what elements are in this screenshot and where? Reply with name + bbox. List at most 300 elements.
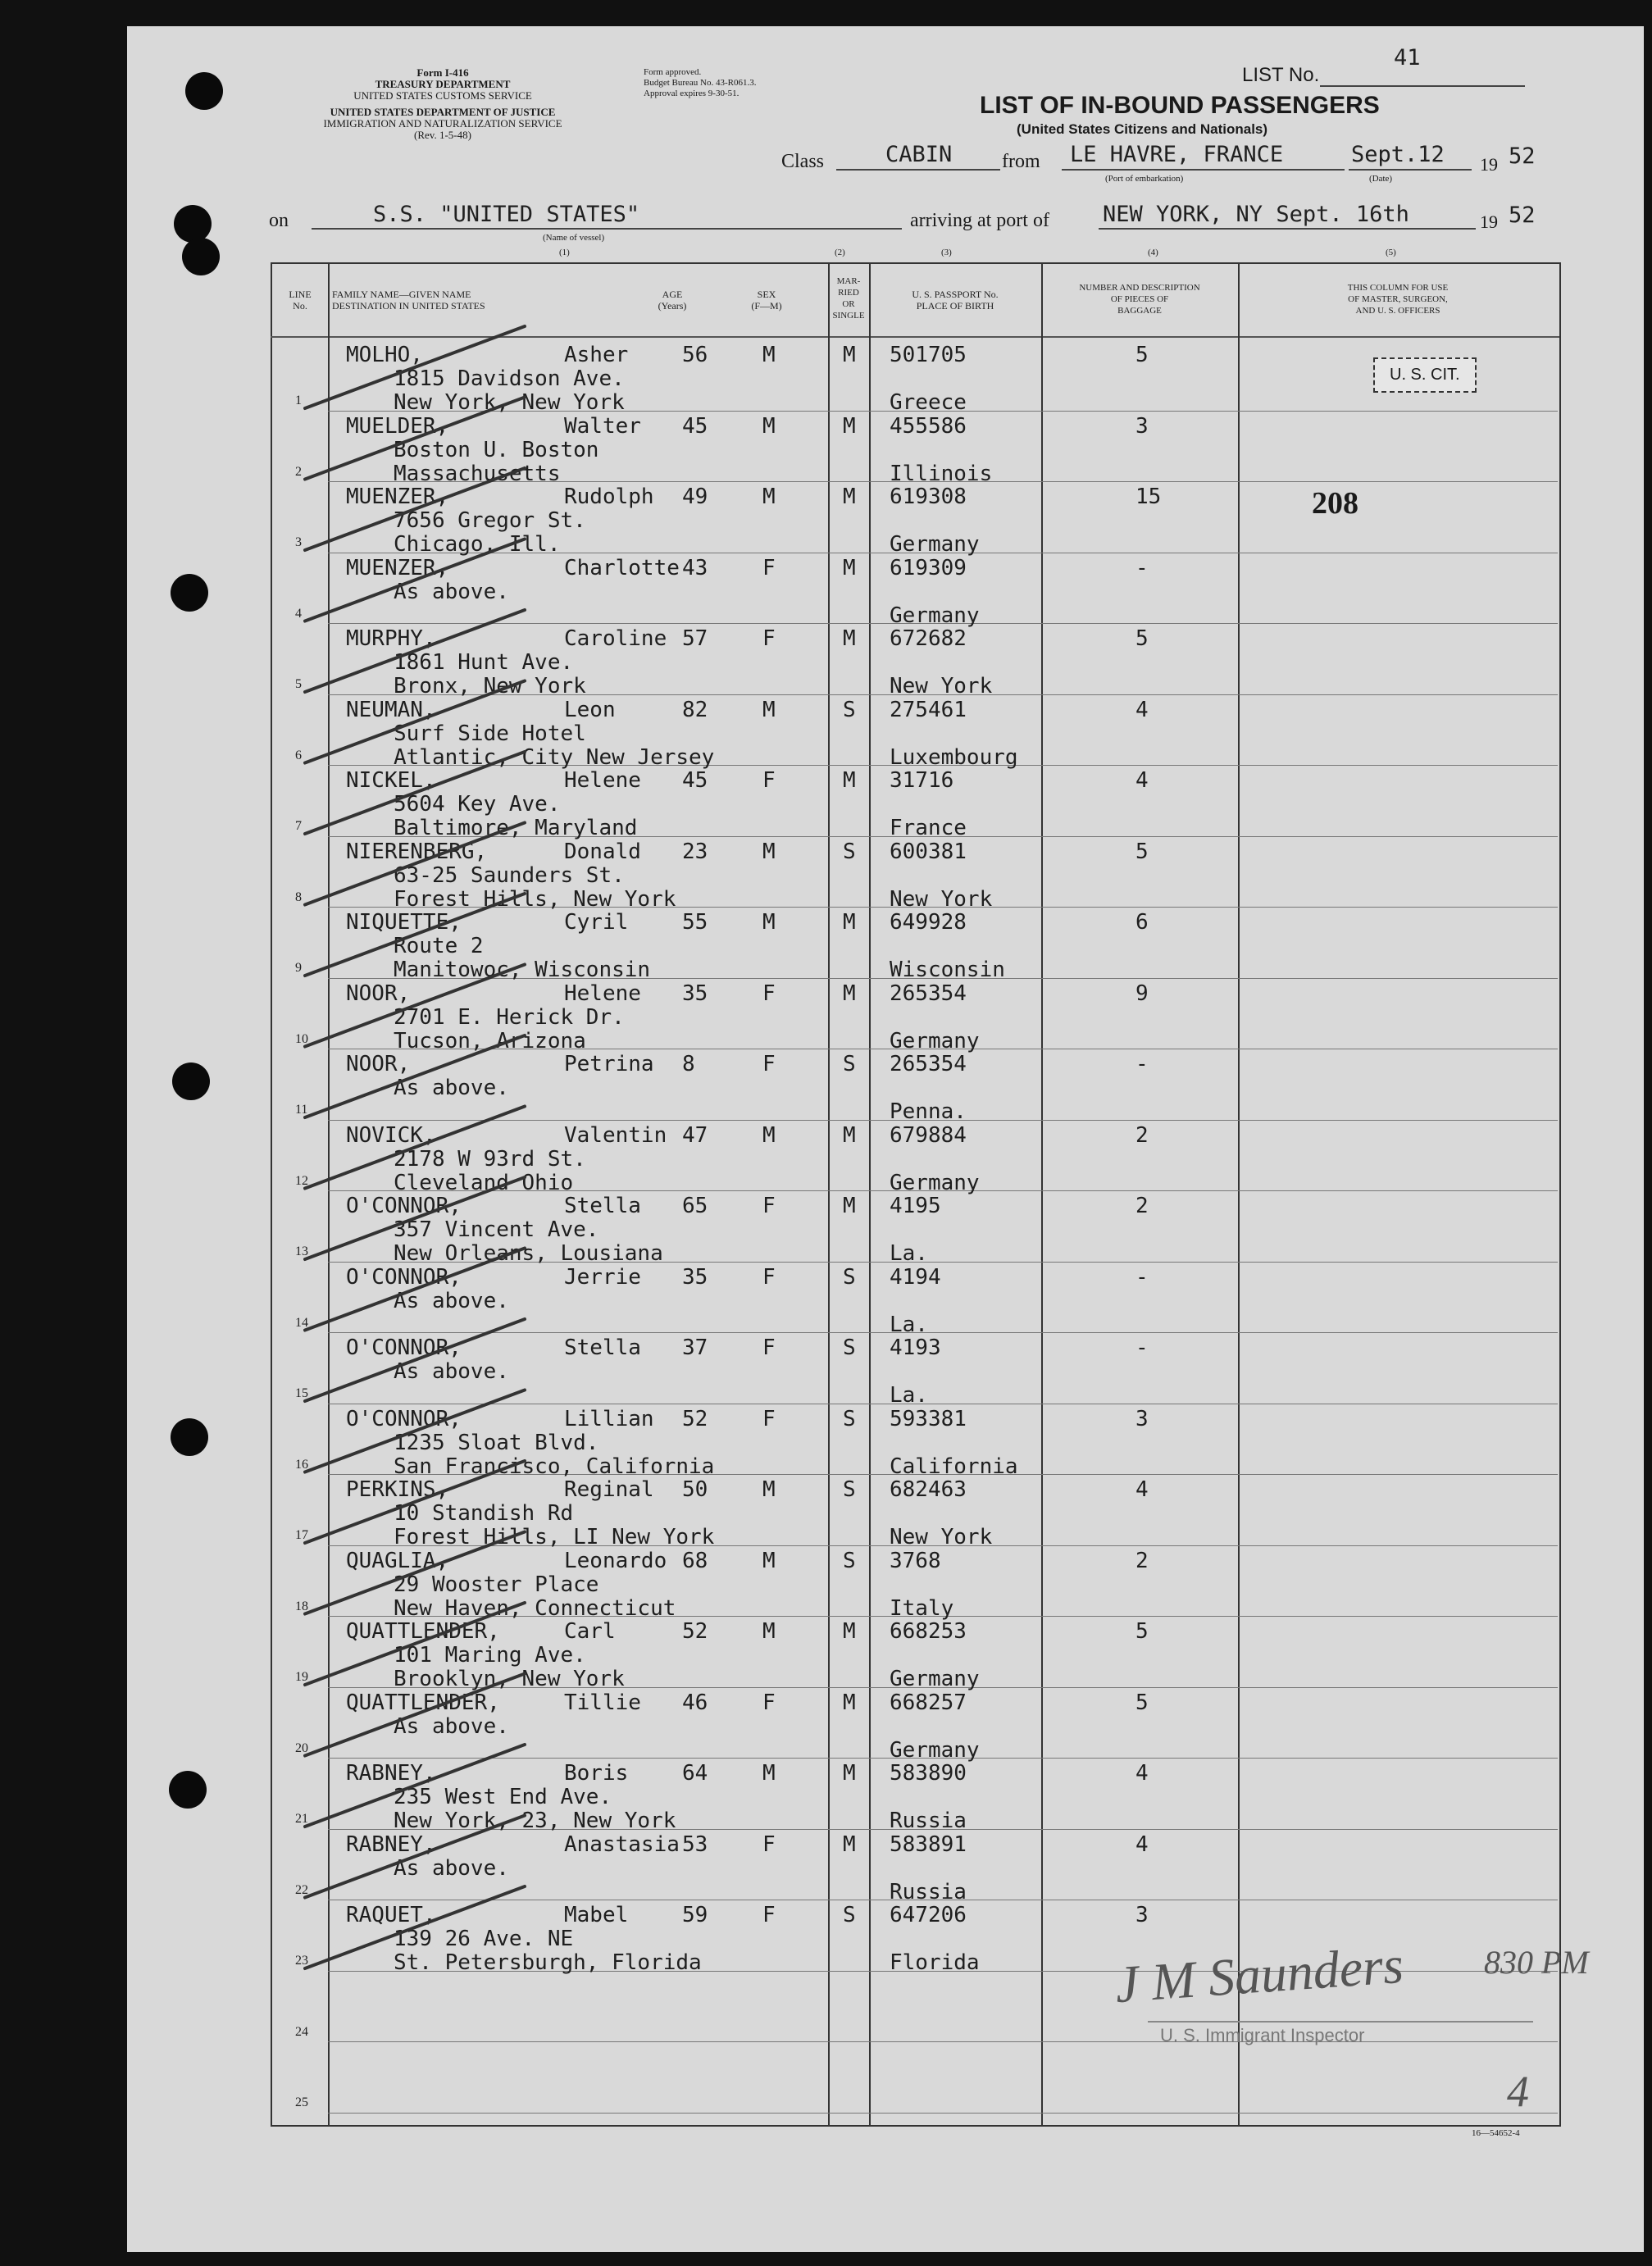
line-number: 14 xyxy=(295,1315,308,1330)
header-officers: THIS COLUMN FOR USE OF MASTER, SURGEON, AND U. S. OFFICERS xyxy=(1347,283,1449,316)
baggage-count: 5 xyxy=(1135,1619,1149,1644)
passport-number: 600381 xyxy=(890,839,967,864)
check-mark xyxy=(305,752,525,834)
port-caption: (Port of embarkation) xyxy=(1105,174,1184,184)
marital-status: S xyxy=(843,1052,856,1076)
marital-status: M xyxy=(843,1761,856,1786)
address-line-2: Manitowoc, Wisconsin xyxy=(394,958,651,982)
arrival-year-prefix: 19 xyxy=(1480,212,1498,232)
given-name: Helene xyxy=(564,981,641,1006)
sex: F xyxy=(762,1052,776,1076)
marital-status: M xyxy=(843,768,856,793)
marital-status: S xyxy=(843,839,856,864)
age: 52 xyxy=(682,1619,708,1644)
passport-number: 4195 xyxy=(890,1194,941,1218)
inspector-signature: J M Saunders xyxy=(1113,1935,1405,2014)
check-mark xyxy=(305,1886,525,1968)
passport-number: 4193 xyxy=(890,1335,941,1360)
baggage-count: 4 xyxy=(1135,697,1149,722)
check-mark xyxy=(305,1319,525,1401)
given-name: Valentin xyxy=(564,1122,667,1148)
place-of-birth: France xyxy=(890,816,967,840)
age: 43 xyxy=(682,555,708,580)
sex: M xyxy=(762,910,776,935)
check-mark xyxy=(305,965,525,1047)
passport-number: 672682 xyxy=(890,626,967,651)
address-line-2: Forest Hills, LI New York xyxy=(394,1525,715,1549)
address-line-2: Tucson, Arizona xyxy=(394,1028,586,1053)
line-number: 1 xyxy=(295,394,302,407)
baggage-count: 3 xyxy=(1135,1903,1149,1927)
given-name: Carl xyxy=(564,1619,616,1644)
sex: M xyxy=(762,839,776,864)
sex: M xyxy=(762,1761,776,1786)
line-number: 18 xyxy=(295,1599,308,1613)
family-name: RABNEY, xyxy=(346,1831,436,1857)
baggage-count: 9 xyxy=(1135,981,1149,1006)
age: 52 xyxy=(682,1406,708,1431)
baggage-count: - xyxy=(1135,555,1149,580)
sex: M xyxy=(762,1122,776,1148)
family-name: O'CONNOR, xyxy=(346,1406,462,1431)
check-mark xyxy=(305,1249,525,1331)
family-name: O'CONNOR, xyxy=(346,1335,462,1360)
address-line-1: Route 2 xyxy=(394,934,484,958)
vessel-name: S.S. "UNITED STATES" xyxy=(373,202,640,227)
marital-status: M xyxy=(843,555,856,580)
header-baggage: NUMBER AND DESCRIPTION OF PIECES OF BAGGAGE xyxy=(1079,283,1200,316)
approval-line: Approval expires 9-30-51. xyxy=(644,89,740,98)
date-year: 52 xyxy=(1509,143,1536,169)
place-of-birth: Wisconsin xyxy=(890,958,1005,982)
age: 23 xyxy=(682,839,708,864)
sex: F xyxy=(762,1264,776,1290)
place-of-birth: La. xyxy=(890,1241,928,1266)
family-name: NIQUETTE, xyxy=(346,910,462,935)
marital-status: M xyxy=(843,1122,856,1148)
address-line-1: 2178 W 93rd St. xyxy=(394,1146,586,1172)
passport-number: 3768 xyxy=(890,1548,941,1573)
date-caption: (Date) xyxy=(1369,174,1393,184)
family-name: NIERENBERG, xyxy=(346,839,488,864)
sex: F xyxy=(762,768,776,793)
check-mark xyxy=(305,610,525,692)
place-of-birth: New York xyxy=(890,1525,993,1549)
form-revision: (Rev. 1-5-48) xyxy=(414,129,471,141)
approval-line: Form approved. xyxy=(644,67,702,77)
address-line-1: 1861 Hunt Ave. xyxy=(394,650,574,675)
age: 68 xyxy=(682,1548,708,1573)
place-of-birth: Germany xyxy=(890,1667,980,1691)
marital-status: S xyxy=(843,697,856,722)
address-line-2: Bronx, New York xyxy=(394,674,586,698)
family-name: RABNEY, xyxy=(346,1761,436,1786)
check-mark xyxy=(305,468,525,550)
baggage-count: 5 xyxy=(1135,626,1149,651)
line-number: 3 xyxy=(295,535,302,549)
marital-status: M xyxy=(843,413,856,439)
address-line-1: 139 26 Ave. NE xyxy=(394,1927,574,1951)
inspector-title: U. S. Immigrant Inspector xyxy=(1160,2025,1365,2045)
baggage-count: 15 xyxy=(1135,485,1162,509)
address-line-1: 29 Wooster Place xyxy=(394,1572,599,1597)
place-of-birth: Florida xyxy=(890,1950,980,1975)
line-number: 15 xyxy=(295,1386,308,1400)
check-mark xyxy=(305,1035,525,1117)
line-number: 5 xyxy=(295,677,302,691)
passport-number: 583890 xyxy=(890,1761,967,1786)
age: 56 xyxy=(682,343,708,367)
family-name: O'CONNOR, xyxy=(346,1194,462,1218)
address-line-1: Surf Side Hotel xyxy=(394,721,586,746)
address-line-1: 2701 E. Herick Dr. xyxy=(394,1004,625,1030)
passport-number: 583891 xyxy=(890,1831,967,1857)
given-name: Rudolph xyxy=(564,485,654,509)
place-of-birth: La. xyxy=(890,1312,928,1337)
passport-number: 501705 xyxy=(890,343,967,367)
sex: M xyxy=(762,1548,776,1573)
address-line-1: Boston U. Boston xyxy=(394,437,599,462)
given-name: Cyril xyxy=(564,910,629,935)
baggage-count: 4 xyxy=(1135,1761,1149,1786)
family-name: MOLHO, xyxy=(346,343,423,367)
address-line-1: 5604 Key Ave. xyxy=(394,792,561,817)
header-sex: SEX (F—M) xyxy=(751,289,782,312)
check-mark xyxy=(305,1816,525,1898)
from-label: from xyxy=(1002,151,1040,172)
sex: F xyxy=(762,1903,776,1927)
officer-note-208: 208 xyxy=(1312,486,1358,521)
marital-status: S xyxy=(843,1264,856,1290)
bottom-mark: 4 xyxy=(1507,2067,1529,2116)
given-name: Mabel xyxy=(564,1903,629,1927)
baggage-count: 5 xyxy=(1135,343,1149,367)
passport-number: 265354 xyxy=(890,1052,967,1076)
age: 82 xyxy=(682,697,708,722)
address-line-2: St. Petersburgh, Florida xyxy=(394,1950,702,1975)
baggage-count: 2 xyxy=(1135,1122,1149,1148)
marital-status: M xyxy=(843,910,856,935)
line-number: 24 xyxy=(295,2024,308,2039)
passport-number: 593381 xyxy=(890,1406,967,1431)
baggage-count: 2 xyxy=(1135,1194,1149,1218)
family-name: RAQUET, xyxy=(346,1903,436,1927)
age: 57 xyxy=(682,626,708,651)
baggage-count: 4 xyxy=(1135,1477,1149,1502)
age: 35 xyxy=(682,981,708,1006)
address-line-2: Chicago, Ill. xyxy=(394,532,561,557)
baggage-count: 3 xyxy=(1135,413,1149,439)
line-number: 19 xyxy=(295,1670,308,1684)
given-name: Anastasia xyxy=(564,1831,680,1857)
baggage-count: 5 xyxy=(1135,839,1149,864)
given-name: Boris xyxy=(564,1761,629,1786)
address-line-1: 357 Vincent Ave. xyxy=(394,1217,599,1242)
sex: M xyxy=(762,485,776,509)
arrival-port: NEW YORK, NY Sept. 16th xyxy=(1103,202,1409,227)
given-name: Reginal xyxy=(564,1477,654,1502)
family-name: NOOR, xyxy=(346,1052,411,1076)
passport-number: 668257 xyxy=(890,1690,967,1715)
col-number: (2) xyxy=(835,248,845,257)
line-number: 17 xyxy=(295,1528,308,1542)
list-number: 41 xyxy=(1394,45,1421,71)
given-name: Helene xyxy=(564,768,641,793)
check-mark xyxy=(305,823,525,905)
family-name: NOVICK, xyxy=(346,1122,436,1148)
place-of-birth: Greece xyxy=(890,390,967,415)
marital-status: M xyxy=(843,626,856,651)
marital-status: S xyxy=(843,1406,856,1431)
col-number: (4) xyxy=(1148,248,1158,257)
place-of-birth: Germany xyxy=(890,1170,980,1195)
check-mark xyxy=(305,1674,525,1756)
date-year-prefix: 19 xyxy=(1480,154,1498,175)
check-mark xyxy=(305,1390,525,1472)
family-name: NOOR, xyxy=(346,981,411,1006)
line-number: 13 xyxy=(295,1244,308,1258)
place-of-birth: La. xyxy=(890,1383,928,1408)
line-number: 11 xyxy=(295,1103,308,1117)
check-mark xyxy=(305,539,525,621)
passport-number: 619308 xyxy=(890,485,967,509)
address-line-1: 1235 Sloat Blvd. xyxy=(394,1430,599,1455)
sex: M xyxy=(762,1619,776,1644)
family-name: NEUMAN, xyxy=(346,697,436,722)
embarkation-port: LE HAVRE, FRANCE xyxy=(1070,142,1284,167)
place-of-birth: New York xyxy=(890,674,993,698)
family-name: MURPHY, xyxy=(346,626,436,651)
line-number: 25 xyxy=(295,2095,308,2109)
age: 47 xyxy=(682,1122,708,1148)
approval-line: Budget Bureau No. 43-R061.3. xyxy=(644,78,757,88)
us-citizen-stamp: U. S. CIT. xyxy=(1373,357,1477,393)
check-mark xyxy=(305,1107,525,1189)
place-of-birth: Penna. xyxy=(890,1099,967,1124)
address-line-2: San Francisco, California xyxy=(394,1454,715,1479)
on-label: on xyxy=(269,210,289,231)
age: 53 xyxy=(682,1831,708,1857)
line-number: 21 xyxy=(295,1812,308,1826)
address-line-1: As above. xyxy=(394,1855,509,1881)
line-number: 4 xyxy=(295,606,302,621)
check-mark xyxy=(305,1532,525,1614)
passport-number: 265354 xyxy=(890,981,967,1006)
age: 8 xyxy=(682,1052,695,1076)
baggage-count: 4 xyxy=(1135,1831,1149,1857)
line-number: 12 xyxy=(295,1173,308,1188)
baggage-count: 3 xyxy=(1135,1406,1149,1431)
address-line-1: As above. xyxy=(394,1713,509,1739)
given-name: Jerrie xyxy=(564,1264,641,1290)
family-name: O'CONNOR, xyxy=(346,1264,462,1290)
given-name: Stella xyxy=(564,1194,641,1218)
family-name: QUATTLENDER, xyxy=(346,1690,500,1715)
arriving-label: arriving at port of xyxy=(910,210,1049,231)
place-of-birth: Germany xyxy=(890,1737,980,1763)
given-name: Leonardo xyxy=(564,1548,667,1573)
age: 35 xyxy=(682,1264,708,1290)
passport-number: 649928 xyxy=(890,910,967,935)
baggage-count: 4 xyxy=(1135,768,1149,793)
sex: M xyxy=(762,343,776,367)
marital-status: M xyxy=(843,1194,856,1218)
age: 45 xyxy=(682,413,708,439)
place-of-birth: Italy xyxy=(890,1595,954,1621)
check-mark xyxy=(305,326,525,408)
given-name: Asher xyxy=(564,343,629,367)
given-name: Stella xyxy=(564,1335,641,1360)
sex: F xyxy=(762,555,776,580)
place-of-birth: Germany xyxy=(890,1028,980,1053)
line-number: 6 xyxy=(295,748,302,762)
address-line-2: New York, New York xyxy=(394,390,625,415)
place-of-birth: Luxembourg xyxy=(890,744,1018,770)
check-mark xyxy=(305,1461,525,1543)
given-name: Walter xyxy=(564,413,641,439)
sex: M xyxy=(762,413,776,439)
header-age: AGE (Years) xyxy=(658,289,687,312)
check-mark xyxy=(305,894,525,976)
customs-service: UNITED STATES CUSTOMS SERVICE xyxy=(353,89,532,102)
address-line-1: As above. xyxy=(394,1359,509,1384)
marital-status: M xyxy=(843,343,856,367)
baggage-count: 5 xyxy=(1135,1690,1149,1715)
address-line-2: Forest Hills, New York xyxy=(394,886,676,912)
age: 46 xyxy=(682,1690,708,1715)
address-line-1: 63-25 Saunders St. xyxy=(394,862,625,888)
family-name: MUENZER, xyxy=(346,485,449,509)
sex: M xyxy=(762,697,776,722)
line-number: 10 xyxy=(295,1031,308,1046)
check-mark xyxy=(305,1745,525,1827)
header-married: MAR- RIED OR SINGLE xyxy=(832,276,865,321)
age: 55 xyxy=(682,910,708,935)
sex: F xyxy=(762,1335,776,1360)
arrival-year: 52 xyxy=(1509,202,1536,228)
line-number: 8 xyxy=(295,890,302,904)
class-value: CABIN xyxy=(885,142,953,167)
marital-status: S xyxy=(843,1335,856,1360)
time-note: 830 PM xyxy=(1484,1944,1589,1981)
sex: F xyxy=(762,1194,776,1218)
address-line-2: Massachusetts xyxy=(394,461,561,486)
col-number: (3) xyxy=(941,248,952,257)
line-number: 7 xyxy=(295,819,302,833)
given-name: Caroline xyxy=(564,626,667,651)
col-number: (5) xyxy=(1386,248,1396,257)
given-name: Petrina xyxy=(564,1052,654,1076)
address-line-1: As above. xyxy=(394,1076,509,1100)
place-of-birth: California xyxy=(890,1454,1018,1479)
passport-number: 4194 xyxy=(890,1264,941,1290)
place-of-birth: Germany xyxy=(890,532,980,557)
address-line-2: Atlantic, City New Jersey xyxy=(394,744,715,770)
passport-number: 31716 xyxy=(890,768,954,793)
given-name: Charlotte xyxy=(564,555,680,580)
family-name: MUENZER, xyxy=(346,555,449,580)
address-line-1: 235 West End Ave. xyxy=(394,1785,612,1809)
header-name: FAMILY NAME—GIVEN NAME DESTINATION IN UNITED STATES xyxy=(332,289,485,312)
header-passport: U. S. PASSPORT No. PLACE OF BIRTH xyxy=(912,289,999,312)
place-of-birth: New York xyxy=(890,886,993,912)
document-title: LIST OF IN-BOUND PASSENGERS xyxy=(980,92,1380,119)
baggage-count: 2 xyxy=(1135,1548,1149,1573)
passport-number: 455586 xyxy=(890,413,967,439)
given-name: Leon xyxy=(564,697,616,722)
place-of-birth: Russia xyxy=(890,1809,967,1833)
age: 50 xyxy=(682,1477,708,1502)
line-number: 16 xyxy=(295,1457,308,1472)
passport-number: 275461 xyxy=(890,697,967,722)
age: 65 xyxy=(682,1194,708,1218)
address-line-2: Cleveland Ohio xyxy=(394,1170,574,1195)
class-label: Class xyxy=(781,151,825,172)
line-number: 9 xyxy=(295,961,302,975)
document-subtitle: (United States Citizens and Nationals) xyxy=(1017,121,1268,137)
sex: M xyxy=(762,1477,776,1502)
sex: F xyxy=(762,981,776,1006)
col-number: (1) xyxy=(559,248,570,257)
passport-number: 682463 xyxy=(890,1477,967,1502)
marital-status: M xyxy=(843,1690,856,1715)
given-name: Lillian xyxy=(564,1406,654,1431)
address-line-1: 10 Standish Rd xyxy=(394,1501,574,1526)
baggage-count: - xyxy=(1135,1052,1149,1076)
marital-status: M xyxy=(843,981,856,1006)
check-mark xyxy=(305,398,525,480)
place-of-birth: Germany xyxy=(890,603,980,628)
vessel-caption: (Name of vessel) xyxy=(543,233,605,243)
marital-status: M xyxy=(843,1831,856,1857)
sex: F xyxy=(762,1690,776,1715)
family-name: PERKINS, xyxy=(346,1477,449,1502)
baggage-count: - xyxy=(1135,1264,1149,1290)
family-name: NICKEL, xyxy=(346,768,436,793)
immigration-service: IMMIGRATION AND NATURALIZATION SERVICE xyxy=(323,117,562,130)
place-of-birth: Illinois xyxy=(890,461,993,486)
list-number-label: LIST No. xyxy=(1242,64,1320,86)
age: 64 xyxy=(682,1761,708,1786)
family-name: MUELDER, xyxy=(346,413,449,439)
address-line-2: Baltimore, Maryland xyxy=(394,816,638,840)
check-mark xyxy=(305,1177,525,1259)
baggage-count: - xyxy=(1135,1335,1149,1360)
marital-status: S xyxy=(843,1548,856,1573)
given-name: Donald xyxy=(564,839,641,864)
address-line-1: 101 Maring Ave. xyxy=(394,1643,586,1668)
print-code: 16—54652-4 xyxy=(1472,2128,1520,2138)
given-name: Tillie xyxy=(564,1690,641,1715)
age: 37 xyxy=(682,1335,708,1360)
line-number: 20 xyxy=(295,1740,308,1755)
address-line-2: New York, 23, New York xyxy=(394,1809,676,1833)
passport-number: 647206 xyxy=(890,1903,967,1927)
address-line-2: New Orleans, Lousiana xyxy=(394,1241,663,1266)
age: 59 xyxy=(682,1903,708,1927)
dept-treasury: TREASURY DEPARTMENT xyxy=(375,78,511,90)
sex: F xyxy=(762,1406,776,1431)
marital-status: S xyxy=(843,1477,856,1502)
check-mark xyxy=(305,681,525,763)
address-line-1: As above. xyxy=(394,579,509,604)
passport-number: 679884 xyxy=(890,1122,967,1148)
address-line-2: New Haven, Connecticut xyxy=(394,1595,676,1621)
line-number: 23 xyxy=(295,1954,308,1968)
family-name: QUATTLENDER, xyxy=(346,1619,500,1644)
family-name: QUAGLIA, xyxy=(346,1548,449,1573)
form-number: Form I-416 xyxy=(416,66,469,79)
